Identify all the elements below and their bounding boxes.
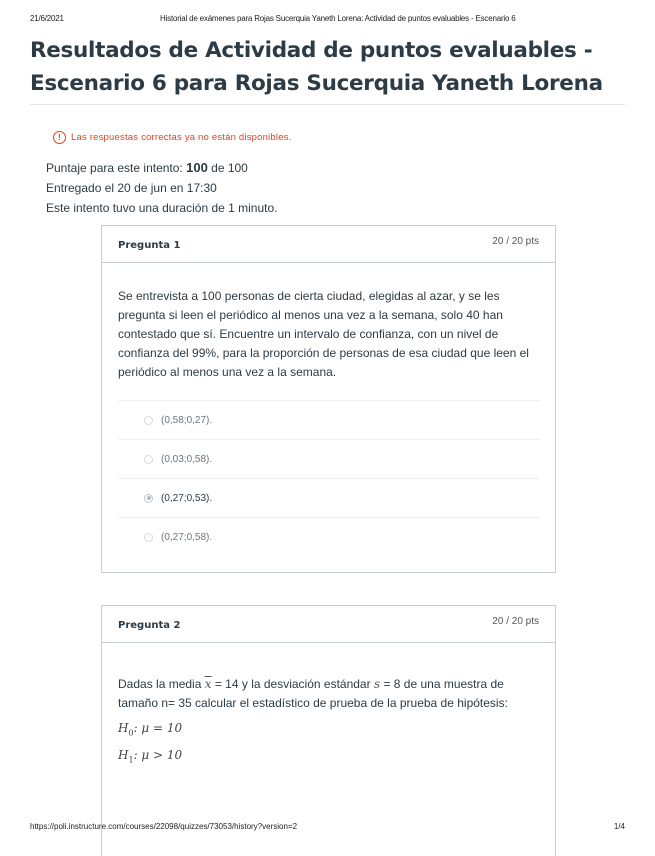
question-header — [102, 606, 555, 643]
answer-label: (0,03;0,58). — [161, 453, 213, 465]
h0-expression: : μ = 10 — [133, 721, 183, 735]
radio-icon[interactable] — [144, 455, 153, 464]
score-suffix: de 100 — [207, 161, 248, 175]
question-text — [118, 675, 539, 713]
question-name: Pregunta 2 — [118, 620, 181, 631]
page-title-line2: Escenario 6 para Rojas Sucerquia Yaneth Lorena — [30, 71, 603, 96]
null-hypothesis — [118, 717, 539, 744]
answer-label: (0,27;0,53). — [161, 492, 213, 504]
print-footer — [30, 822, 625, 834]
question-body — [102, 263, 555, 556]
answer-label: (0,27;0,58). — [161, 531, 213, 543]
question-card-2 — [101, 605, 556, 856]
answer-option[interactable] — [118, 400, 539, 439]
xbar-symbol: $\overline{x}$ — [204, 677, 212, 691]
question-card-1 — [101, 225, 556, 573]
question-name: Pregunta 1 — [118, 240, 181, 251]
question-text-part: = 8 de una muestra de tamaño n= 35 calcular el estadístico de prueba de la prueba de hipótesis: — [118, 677, 508, 710]
question-text: Se entrevista a 100 personas de cierta ciudad, elegidas al azar, y se les pregunta si leen el periódico al menos una vez a la semana, solo 40 han contestado que sí. Encuentre un intervalo de confianza, con un nivel de confianza del 99%, para la proporción de personas de esa ciudad que leen el periódico al menos una vez a la semana. — [118, 289, 529, 379]
s-symbol: s — [373, 677, 381, 691]
duration-line: Este intento tuvo una duración de 1 minuto. — [46, 201, 278, 215]
question-points: 20 / 20 pts — [492, 616, 539, 627]
question-header — [102, 226, 555, 263]
submitted-line: Entregado el 20 de jun en 17:30 — [46, 181, 217, 195]
radio-selected-icon[interactable] — [144, 494, 153, 503]
alternative-hypothesis — [118, 744, 539, 771]
score-line — [46, 158, 278, 178]
answer-option-selected[interactable] — [118, 478, 539, 517]
notice-text: Las respuestas correctas ya no están disponibles. — [71, 132, 292, 143]
page-title-line1: Resultados de Actividad de puntos evaluables - — [30, 38, 593, 63]
answer-list — [118, 400, 539, 556]
answers-unavailable-notice — [53, 131, 292, 144]
print-header — [30, 14, 625, 26]
h1-expression: : μ > 10 — [133, 748, 183, 763]
score-value: 100 — [186, 160, 208, 175]
h0-label: H — [118, 721, 129, 735]
h0-subscript: 0 — [128, 728, 134, 738]
radio-icon[interactable] — [144, 533, 153, 542]
radio-icon[interactable] — [144, 416, 153, 425]
page-title — [30, 34, 630, 100]
h1-label: H — [118, 748, 129, 763]
question-text-part: Dadas la media — [118, 677, 205, 691]
print-date: 21/6/2021 — [30, 14, 64, 23]
answer-label: (0,58;0,27). — [161, 414, 213, 426]
attempt-summary — [46, 158, 278, 218]
question-text-part: = 14 y la desviación estándar — [211, 677, 374, 691]
alert-icon: ! — [53, 131, 66, 144]
print-page-number: 1/4 — [613, 822, 625, 831]
print-doc-title: Historial de exámenes para Rojas Sucerquia Yaneth Lorena: Actividad de puntos evaluables - Escenario 6 — [160, 14, 516, 23]
question-points: 20 / 20 pts — [492, 236, 539, 247]
score-prefix: Puntaje para este intento: — [46, 161, 187, 175]
question-body — [102, 643, 555, 772]
print-url: https://poli.instructure.com/courses/22098/quizzes/73053/history?version=2 — [30, 822, 298, 831]
answer-option[interactable] — [118, 439, 539, 478]
title-divider — [30, 104, 625, 105]
answer-option[interactable] — [118, 517, 539, 556]
h1-subscript: 1 — [128, 755, 134, 765]
